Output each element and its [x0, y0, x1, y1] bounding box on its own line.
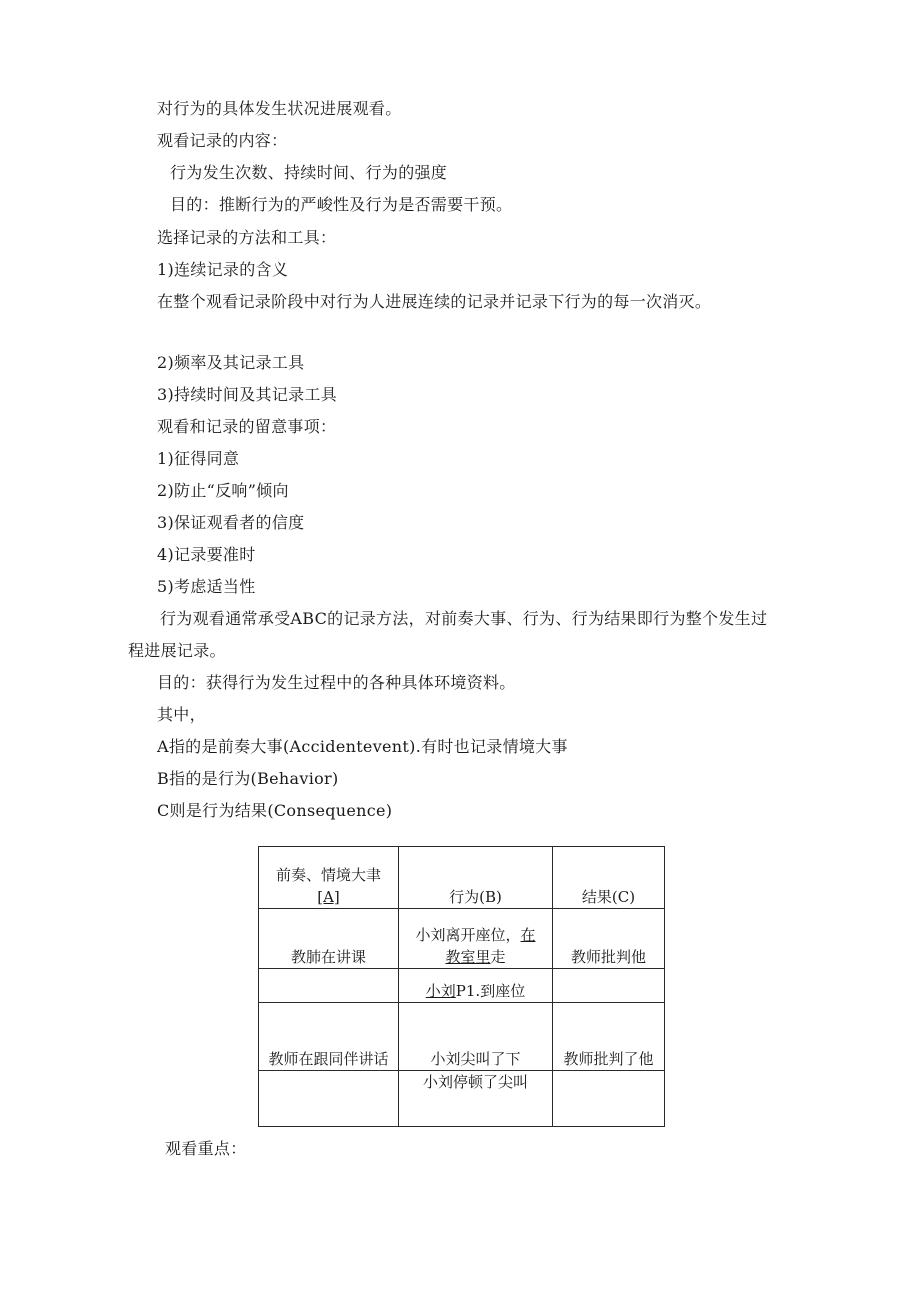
table-cell [553, 969, 665, 1003]
definition-c: C则是行为结果(Consequence) [157, 801, 393, 820]
table-row [259, 909, 665, 969]
header-consequence: 结果(C) [553, 847, 665, 909]
table-cell: 小刘离开座位，在 教室里走 [399, 909, 553, 969]
paragraph: 行为观看通常承受ABC的记录方法，对前奏大事、行为、行为结果即行为整个发生过 [160, 609, 768, 628]
list-item: 1)连续记录的含义 [157, 260, 289, 279]
table-cell [259, 969, 399, 1003]
list-item: 4)记录要准时 [157, 545, 256, 564]
list-item: 1)征得同意 [157, 449, 240, 468]
list-item: 5)考虑适当性 [157, 577, 256, 596]
table-cell: 小刘尖叫了下 [399, 1003, 553, 1071]
paragraph: 其中， [157, 705, 206, 724]
section-heading: 观看记录的内容： [157, 131, 288, 150]
table-cell: 教师在跟同伴讲话 [259, 1003, 399, 1071]
table-cell: 教师批判他 [553, 909, 665, 969]
abc-record-table [258, 846, 665, 1127]
table-cell: 教师批判了他 [553, 1003, 665, 1071]
table-row [259, 847, 665, 909]
section-heading: 观看和记录的留意事项： [157, 417, 337, 436]
table-row [259, 969, 665, 1003]
paragraph: 对行为的具体发生状况进展观看。 [157, 99, 402, 118]
table-cell: 小刘停顿了尖叫 [399, 1071, 553, 1127]
section-heading: 选择记录的方法和工具： [157, 228, 337, 247]
header-behavior: 行为(B) [399, 847, 553, 909]
definition-a: A指的是前奏大事(Accidentevent).有时也记录情境大事 [157, 737, 568, 756]
paragraph: 目的：推断行为的严峻性及行为是否需要干预。 [170, 195, 513, 214]
paragraph: 行为发生次数、持续时间、行为的强度 [170, 163, 448, 182]
table-cell [259, 1071, 399, 1127]
table-cell: 教肺在讲课 [259, 909, 399, 969]
list-item: 2)频率及其记录工具 [157, 353, 305, 372]
list-item: 3)持续时间及其记录工具 [157, 385, 338, 404]
paragraph: 在整个观看记录阶段中对行为人进展连续的记录并记录下行为的每一次消灭。 [157, 292, 712, 311]
paragraph: 目的：获得行为发生过程中的各种具体环境资料。 [157, 673, 516, 692]
header-antecedent: 前奏、情境大聿 [A] [259, 847, 399, 909]
table-cell: 小刘P1.到座位 [399, 969, 553, 1003]
footer-heading: 观看重点： [165, 1139, 247, 1158]
table-cell [553, 1071, 665, 1127]
paragraph: 程进展记录。 [128, 641, 226, 660]
table-row [259, 1003, 665, 1071]
list-item: 2)防止“反响”倾向 [157, 481, 289, 500]
table-row [259, 1071, 665, 1127]
definition-b: B指的是行为(Behavior) [157, 769, 339, 788]
list-item: 3)保证观看者的信度 [157, 513, 305, 532]
